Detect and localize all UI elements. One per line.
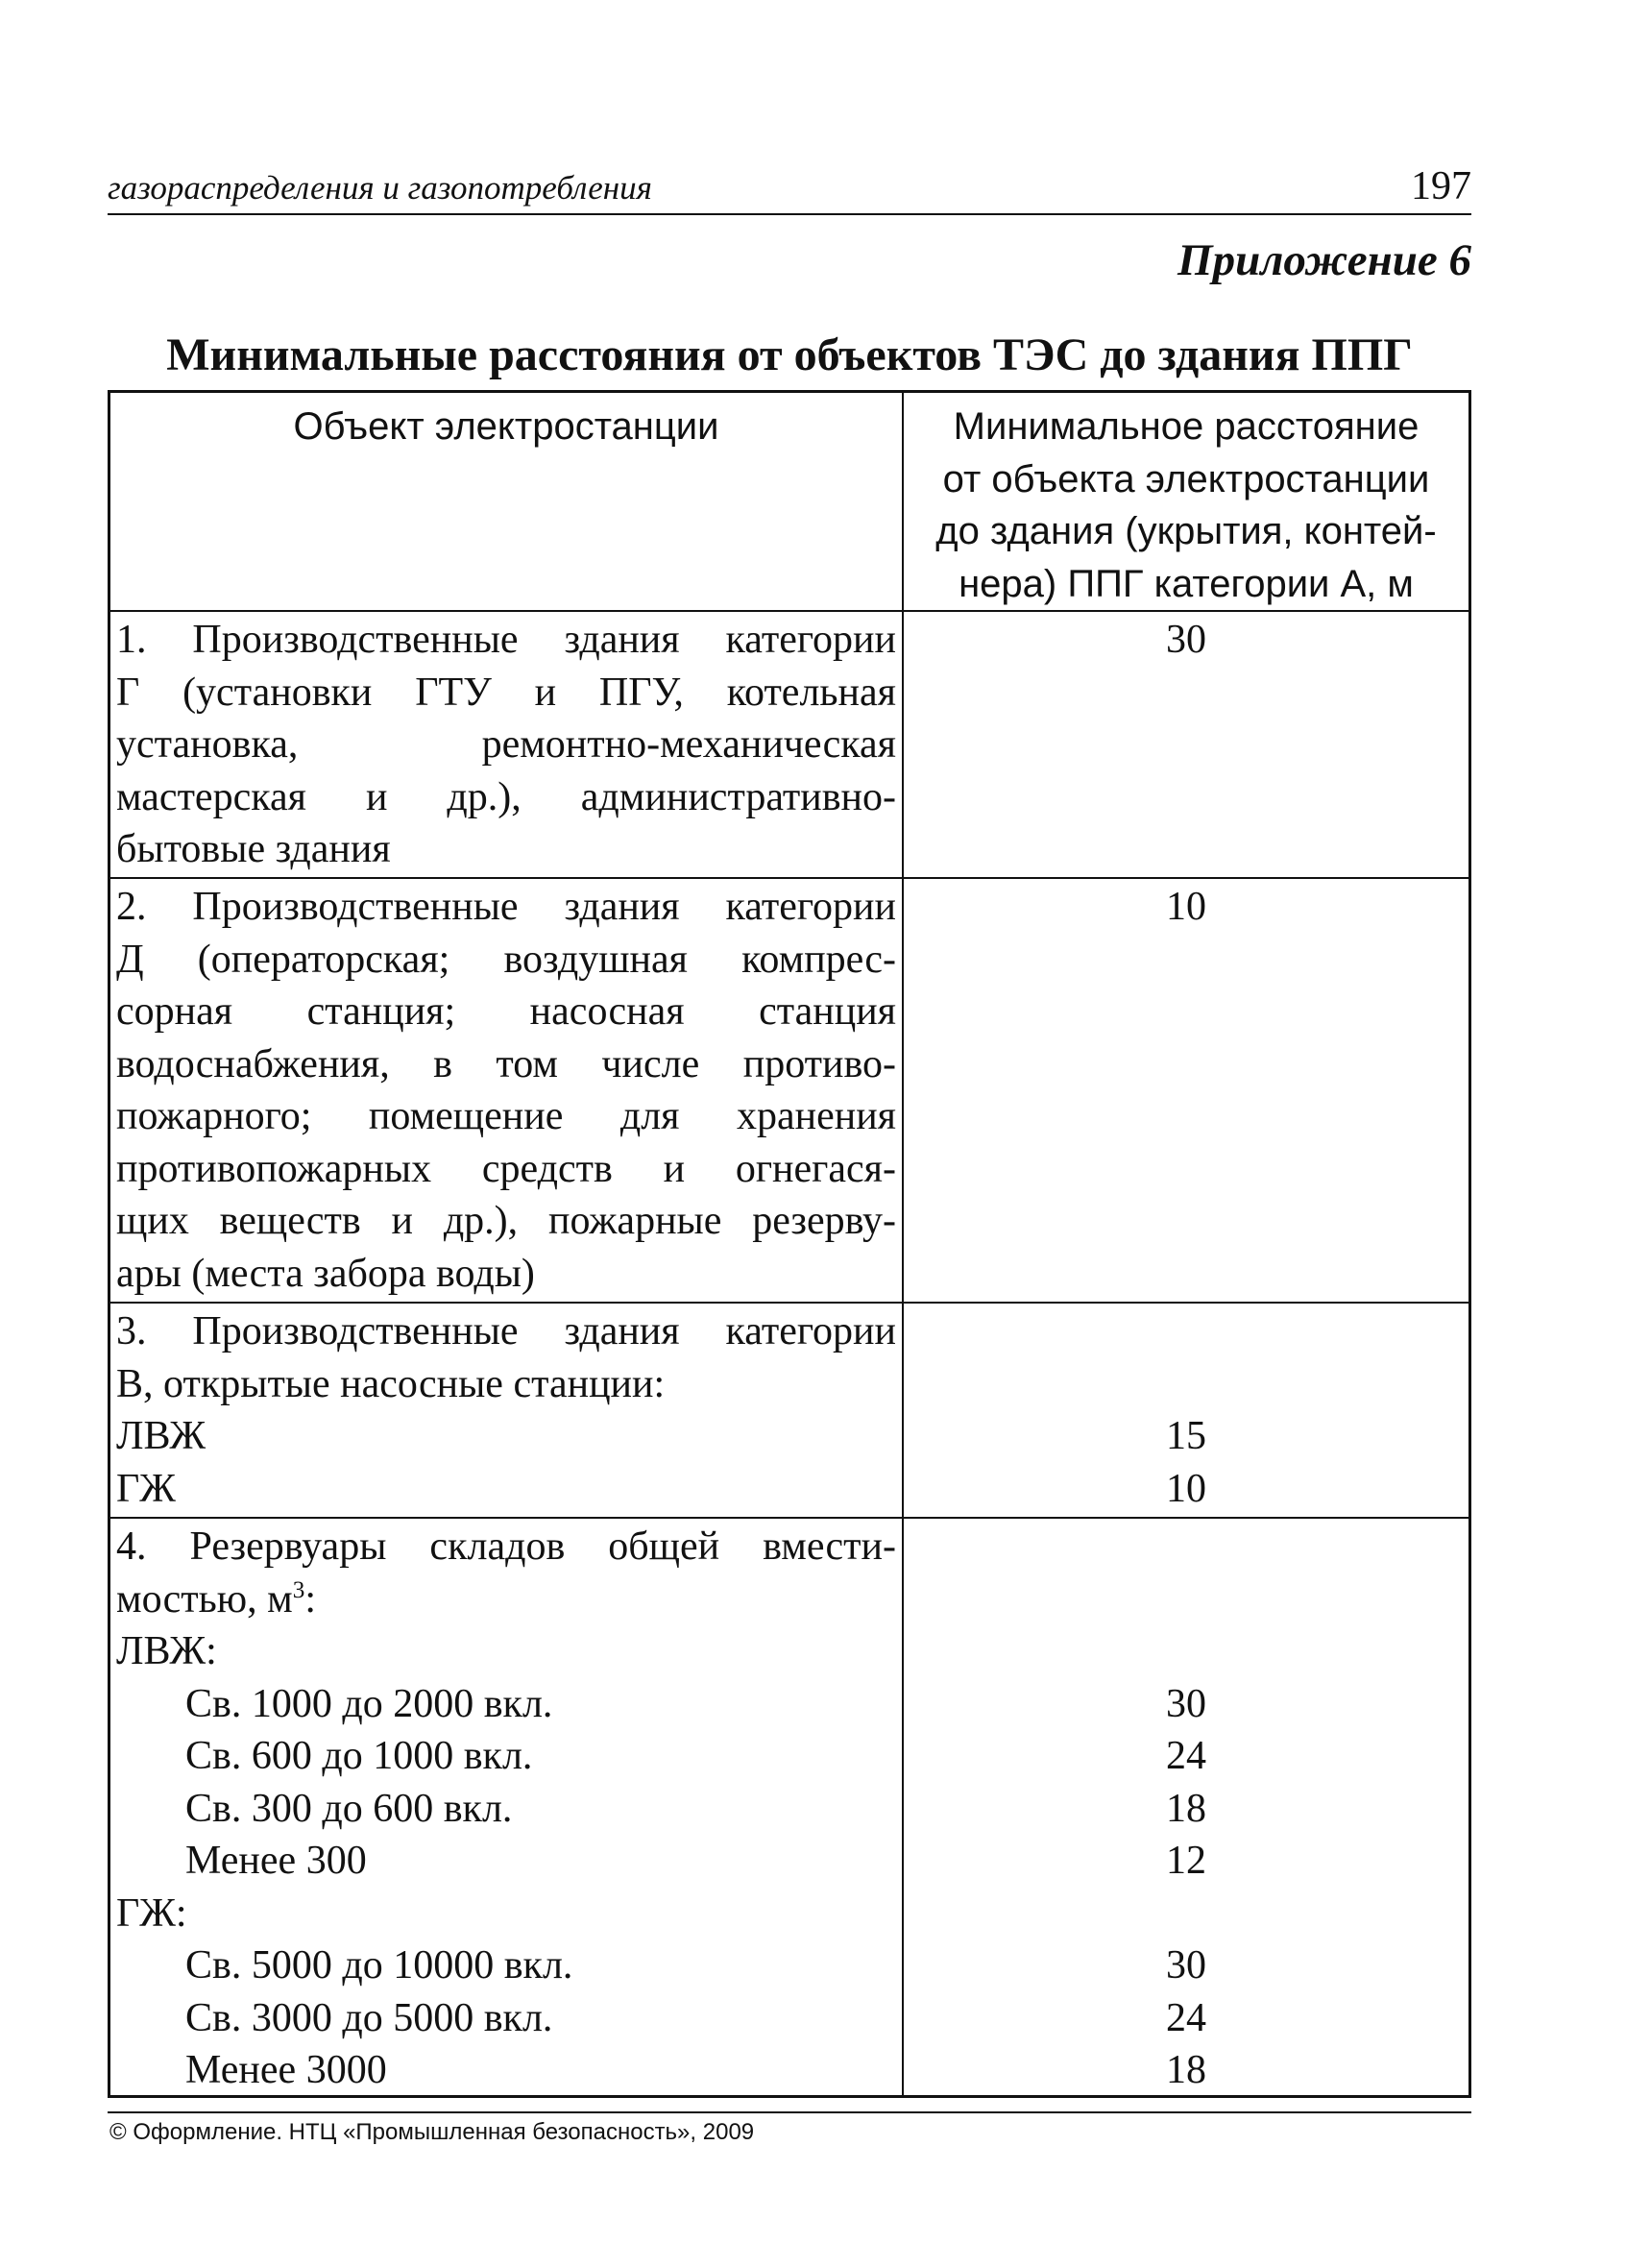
row-3-sub-distance: 10 [1166,1466,1206,1511]
row-4-sub-label: Менее 300 [185,1839,367,1883]
row-divider [110,610,1468,612]
row-divider [110,1517,1468,1519]
running-head [108,159,1471,215]
row-4-sub-label: Св. 3000 до 5000 вкл. [185,1995,553,2040]
row-3-object [116,1305,896,1515]
row-2-line: Д (операторская; воздушная компрес- [116,937,896,982]
row-4-group-label: ГЖ: [116,1890,187,1936]
row-2-line: водоснабжения, в том числе противо- [116,1041,896,1086]
header-object: Объект электростанции [293,405,719,448]
table-title: Минимальные расстояния от объектов ТЭС до здания ППГ [166,329,1413,380]
row-4-sub-distance: 24 [1166,1734,1206,1778]
row-2-line: щих веществ и др.), пожарные резерву- [116,1199,896,1243]
row-4-sub-label: Св. 1000 до 2000 вкл. [185,1681,553,1726]
footer-copyright: © Оформление. НТЦ «Промышленная безопасность», 2009 [109,2119,755,2145]
header-distance-line: нера) ППГ категории А, м [959,562,1414,605]
row-2-line: сорная станция; насосная станция [116,989,896,1034]
row-2-distance: 10 [1166,885,1206,929]
row-2-line: 2. Производственные здания категории [116,885,896,929]
row-3-line: В, открытые насосные станции: [116,1361,666,1406]
row-4-sub-distance: 12 [1166,1839,1206,1883]
row-1-line: бытовые здания [116,827,391,871]
row-4-sub-distance: 18 [1166,2048,1206,2092]
row-4-sub-distance: 18 [1166,1786,1206,1831]
row-4-sub-label: Св. 600 до 1000 вкл. [185,1734,533,1778]
row-divider [110,1302,1468,1304]
row-3-sub-label: ГЖ [116,1466,176,1511]
row-4-superscript: 3 [292,1576,305,1603]
row-divider [110,877,1468,879]
row-4-sub-label: Св. 300 до 600 вкл. [185,1786,513,1831]
row-2-object [116,881,896,1300]
row-3-line: 3. Производственные здания категории [116,1309,896,1353]
row-4-line-prefix: мостью, м [116,1576,293,1622]
row-4-sub-label: Менее 3000 [185,2048,387,2092]
row-4-sub-distance: 24 [1166,1995,1206,2040]
row-1-line: Г (установки ГТУ и ПГУ, котельная [116,670,896,715]
row-4-line-suffix: : [304,1576,316,1622]
row-4-line [116,1573,896,1626]
row-4-values [904,1521,1468,2097]
row-4-sub-distance: 30 [1166,1943,1206,1988]
row-1-line: установка, ремонтно-механическая [116,722,896,767]
row-4-sub-label: Св. 5000 до 10000 вкл. [185,1943,573,1988]
row-1-distance: 30 [1166,618,1206,662]
row-3-sub-distance: 15 [1166,1414,1206,1458]
row-1-line: мастерская и др.), административно- [116,774,896,819]
page-number: 197 [1411,164,1471,208]
row-2-line: ары (места забора воды) [116,1251,535,1296]
row-2-line: противопожарных средств и огнегася- [116,1146,896,1191]
row-2-value [904,881,1468,934]
row-4-object [116,1521,896,2097]
header-distance-line: от объекта электростанции [942,457,1430,500]
row-4-sub-distance: 30 [1166,1681,1206,1726]
header-distance [904,401,1468,610]
header-distance-line: до здания (укрытия, контей- [935,510,1437,552]
row-4-group-label: ЛВЖ: [116,1629,217,1673]
row-1-line: 1. Производственные здания категории [116,618,896,662]
footer-rule [108,2111,1471,2113]
row-1-value [904,614,1468,667]
row-4-line: 4. Резервуары складов общей вмести- [116,1524,896,1569]
running-head-title: газораспределения и газопотребления [108,169,652,207]
header-distance-line: Минимальное расстояние [953,405,1420,448]
appendix-label: Приложение 6 [1177,235,1471,285]
row-1-object [116,614,896,876]
distance-table [108,390,1471,2098]
row-3-sub-label: ЛВЖ [116,1414,206,1458]
row-3-values [904,1305,1468,1515]
row-2-line: пожарного; помещение для хранения [116,1094,896,1138]
